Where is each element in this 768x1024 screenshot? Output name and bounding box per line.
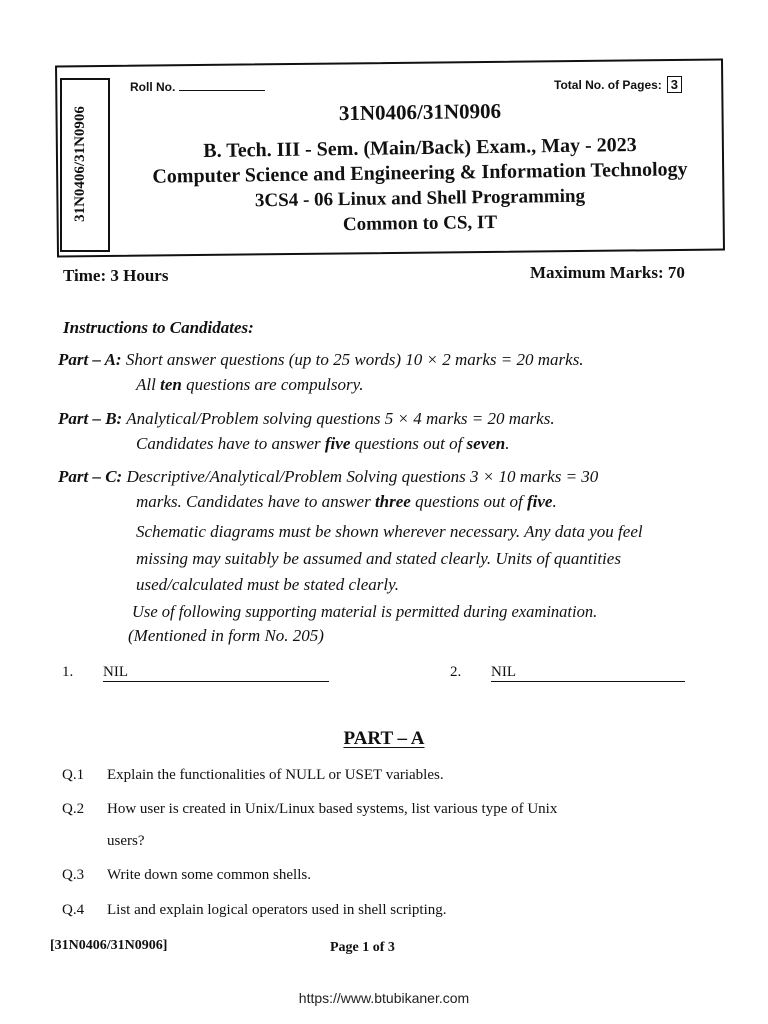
question-1-text: Explain the functionalities of NULL or USET variables. — [107, 767, 444, 783]
instruction-part-a — [58, 350, 584, 370]
part-c-text: Descriptive/Analytical/Problem Solving questions 3 × 10 marks = 30 — [126, 467, 599, 486]
part-c-continuation — [136, 492, 557, 512]
total-pages — [554, 76, 682, 93]
question-1 — [0, 767, 768, 789]
part-a-cont-bold: ten — [160, 375, 182, 394]
part-a-text: Short answer questions (up to 25 words) 10 × 2 marks = 20 marks. — [125, 350, 584, 369]
part-a-cont-text-2: questions are compulsory. — [181, 375, 364, 394]
source-url[interactable]: https://www.btubikaner.com — [298, 990, 470, 1006]
part-c-label: Part – C: — [58, 467, 123, 486]
question-4-text: List and explain logical operators used in shell scripting. — [107, 902, 447, 918]
schematic-instruction-3: used/calculated must be stated clearly. — [136, 575, 399, 594]
question-4-number: Q.4 — [62, 902, 85, 918]
part-b-cont-bold-2: seven — [466, 434, 506, 453]
exam-time: Time: 3 Hours — [63, 266, 169, 285]
part-a-heading — [0, 728, 768, 750]
roll-number-blank — [179, 80, 265, 91]
total-pages-label: Total No. of Pages: — [554, 78, 662, 92]
material-item-1 — [62, 664, 329, 682]
material-instruction-2: (Mentioned in form No. 205) — [128, 626, 324, 645]
question-1-number: Q.1 — [62, 767, 85, 783]
material-item-1-value: NIL — [103, 664, 329, 682]
material-item-1-num: 1. — [62, 664, 74, 680]
exam-title: B. Tech. III - Sem. (Main/Back) Exam., May - 2023 — [203, 133, 637, 163]
question-2 — [0, 801, 768, 851]
material-item-2-num: 2. — [450, 664, 462, 680]
part-b-cont-text-3: . — [505, 434, 510, 453]
part-b-label: Part – B: — [58, 409, 123, 428]
common-to: Common to CS, IT — [342, 211, 498, 236]
question-2-number: Q.2 — [62, 801, 85, 817]
part-c-cont-text-3: . — [552, 492, 557, 511]
material-item-2-value: NIL — [491, 664, 685, 682]
question-2-text: How user is created in Unix/Linux based systems, list various type of Unix — [107, 801, 558, 817]
schematic-instruction-2: missing may suitably be assumed and stated clearly. Units of quantities — [136, 549, 621, 568]
part-c-cont-text: marks. Candidates have to answer — [136, 492, 375, 511]
question-3-text: Write down some common shells. — [107, 867, 311, 883]
paper-code: 31N0406/31N0906 — [338, 98, 502, 126]
question-2-text-cont: users? — [107, 833, 145, 849]
schematic-instruction-1: Schematic diagrams must be shown wherever necessary. Any data you feel — [136, 522, 643, 541]
part-c-cont-bold-2: five — [527, 492, 553, 511]
part-a-label: Part – A: — [58, 350, 122, 369]
part-c-cont-text-2: questions out of — [410, 492, 527, 511]
material-item-2 — [450, 664, 685, 682]
part-b-text: Analytical/Problem solving questions 5 × 4 marks = 20 marks. — [126, 409, 555, 428]
maximum-marks: Maximum Marks: 70 — [530, 263, 685, 282]
part-b-cont-bold: five — [324, 434, 351, 453]
part-b-continuation — [136, 434, 510, 454]
instruction-part-b — [58, 409, 555, 429]
part-a-cont-text: All — [136, 375, 161, 394]
subject-title: 3CS4 - 06 Linux and Shell Programming — [254, 185, 586, 212]
total-pages-value: 3 — [667, 76, 682, 93]
question-4 — [0, 902, 768, 924]
footer-paper-code: [31N0406/31N0906] — [50, 938, 168, 953]
roll-number-field — [130, 80, 265, 94]
instructions-heading: Instructions to Candidates: — [63, 318, 254, 337]
part-c-cont-bold: three — [374, 492, 411, 511]
roll-number-label: Roll No. — [130, 80, 176, 94]
side-paper-code: 31N0406/31N0906 — [72, 106, 88, 222]
part-a-continuation — [136, 375, 363, 395]
page-number: Page 1 of 3 — [330, 940, 395, 955]
instruction-part-c — [58, 467, 598, 487]
question-3-number: Q.3 — [62, 867, 85, 883]
part-b-cont-text-2: questions out of — [350, 434, 467, 453]
part-a-title: PART – A — [343, 728, 425, 749]
part-b-cont-text: Candidates have to answer — [136, 434, 325, 453]
branch-title: Computer Science and Engineering & Information Technology — [152, 158, 688, 188]
question-3 — [0, 867, 768, 889]
material-instruction-1: Use of following supporting material is permitted during examination. — [132, 602, 598, 621]
